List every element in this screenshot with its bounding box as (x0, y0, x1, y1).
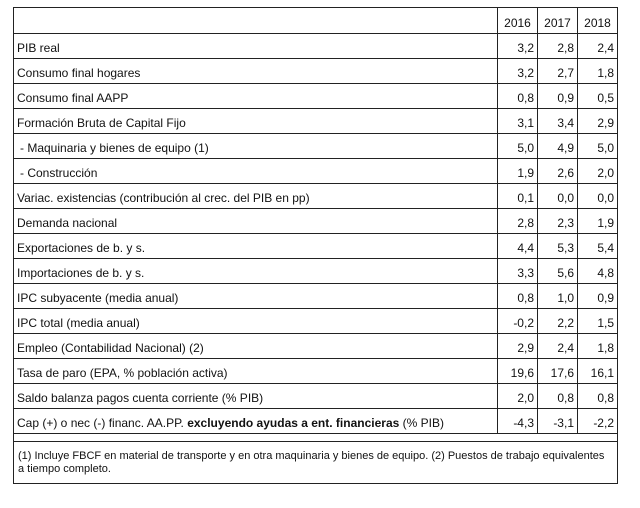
value-cell-2018: 2,9 (578, 109, 618, 134)
value-cell-2018: 4,8 (578, 259, 618, 284)
value-cell-2018: 2,4 (578, 34, 618, 59)
spacer-cell (14, 434, 618, 442)
table-row (14, 209, 618, 234)
row-label: Tasa de paro (EPA, % población activa) (14, 359, 498, 384)
row-label: IPC total (media anual) (14, 309, 498, 334)
macro-forecast-table (13, 7, 618, 484)
row-label-emphasis: excluyendo ayudas a ent. financieras (187, 416, 400, 430)
value-cell-2017: 2,3 (538, 209, 578, 234)
value-cell-2016: 0,1 (498, 184, 538, 209)
value-cell-2018: 0,5 (578, 84, 618, 109)
row-label: Exportaciones de b. y s. (14, 234, 498, 259)
row-label-text: Cap (+) o nec (-) financ. AA.PP. (17, 416, 188, 430)
table-row (14, 234, 618, 259)
row-label: Variac. existencias (contribución al crec. del PIB en pp) (14, 184, 498, 209)
value-cell-2017: 0,8 (538, 384, 578, 409)
row-label (14, 409, 498, 434)
value-cell-2018: 16,1 (578, 359, 618, 384)
row-label: IPC subyacente (media anual) (14, 284, 498, 309)
table-row (14, 184, 618, 209)
value-cell-2016: 3,3 (498, 259, 538, 284)
value-cell-2016: 3,2 (498, 59, 538, 84)
spacer-row (14, 434, 618, 442)
value-cell-2016: 19,6 (498, 359, 538, 384)
value-cell-2017: 17,6 (538, 359, 578, 384)
value-cell-2017: -3,1 (538, 409, 578, 434)
row-label: Formación Bruta de Capital Fijo (14, 109, 498, 134)
value-cell-2017: 1,0 (538, 284, 578, 309)
header-row (14, 8, 618, 34)
year-header-2018: 2018 (578, 8, 618, 34)
footnote: (1) Incluye FBCF en material de transporte y en otra maquinaria y bienes de equipo. (2) Puestos de trabajo equivalentes a tiempo completo. (14, 442, 618, 484)
table-row (14, 409, 618, 434)
value-cell-2016: 4,4 (498, 234, 538, 259)
value-cell-2016: 2,8 (498, 209, 538, 234)
value-cell-2016: 3,1 (498, 109, 538, 134)
value-cell-2018: 1,9 (578, 209, 618, 234)
value-cell-2016: 5,0 (498, 134, 538, 159)
value-cell-2017: 2,7 (538, 59, 578, 84)
row-label: Demanda nacional (14, 209, 498, 234)
value-cell-2017: 2,2 (538, 309, 578, 334)
value-cell-2016: -0,2 (498, 309, 538, 334)
value-cell-2017: 5,3 (538, 234, 578, 259)
value-cell-2016: -4,3 (498, 409, 538, 434)
row-label: Importaciones de b. y s. (14, 259, 498, 284)
row-label-suffix: (% PIB) (399, 416, 444, 430)
row-label: Saldo balanza pagos cuenta corriente (% PIB) (14, 384, 498, 409)
table-row (14, 84, 618, 109)
row-label: PIB real (14, 34, 498, 59)
value-cell-2016: 1,9 (498, 159, 538, 184)
value-cell-2017: 2,4 (538, 334, 578, 359)
header-blank-cell (14, 8, 498, 34)
table-row (14, 309, 618, 334)
value-cell-2018: 0,0 (578, 184, 618, 209)
value-cell-2016: 2,9 (498, 334, 538, 359)
table-row (14, 34, 618, 59)
value-cell-2016: 0,8 (498, 284, 538, 309)
value-cell-2018: 1,5 (578, 309, 618, 334)
value-cell-2016: 3,2 (498, 34, 538, 59)
value-cell-2018: 0,8 (578, 384, 618, 409)
value-cell-2017: 0,9 (538, 84, 578, 109)
table-row (14, 259, 618, 284)
table-row (14, 359, 618, 384)
value-cell-2017: 5,6 (538, 259, 578, 284)
table-row (14, 384, 618, 409)
value-cell-2018: 2,0 (578, 159, 618, 184)
table-row (14, 109, 618, 134)
value-cell-2018: 0,9 (578, 284, 618, 309)
value-cell-2016: 0,8 (498, 84, 538, 109)
year-header-2016: 2016 (498, 8, 538, 34)
table-row (14, 284, 618, 309)
value-cell-2018: 5,0 (578, 134, 618, 159)
row-label: - Maquinaria y bienes de equipo (1) (14, 134, 498, 159)
value-cell-2018: -2,2 (578, 409, 618, 434)
row-label: Empleo (Contabilidad Nacional) (2) (14, 334, 498, 359)
table-row (14, 134, 618, 159)
value-cell-2017: 3,4 (538, 109, 578, 134)
value-cell-2017: 2,6 (538, 159, 578, 184)
value-cell-2018: 1,8 (578, 59, 618, 84)
year-header-2017: 2017 (538, 8, 578, 34)
value-cell-2016: 2,0 (498, 384, 538, 409)
value-cell-2017: 4,9 (538, 134, 578, 159)
value-cell-2018: 5,4 (578, 234, 618, 259)
row-label: - Construcción (14, 159, 498, 184)
value-cell-2018: 1,8 (578, 334, 618, 359)
row-label: Consumo final AAPP (14, 84, 498, 109)
table-row (14, 59, 618, 84)
value-cell-2017: 2,8 (538, 34, 578, 59)
row-label: Consumo final hogares (14, 59, 498, 84)
table-row (14, 334, 618, 359)
table-row (14, 159, 618, 184)
value-cell-2017: 0,0 (538, 184, 578, 209)
footnote-row (14, 442, 618, 484)
